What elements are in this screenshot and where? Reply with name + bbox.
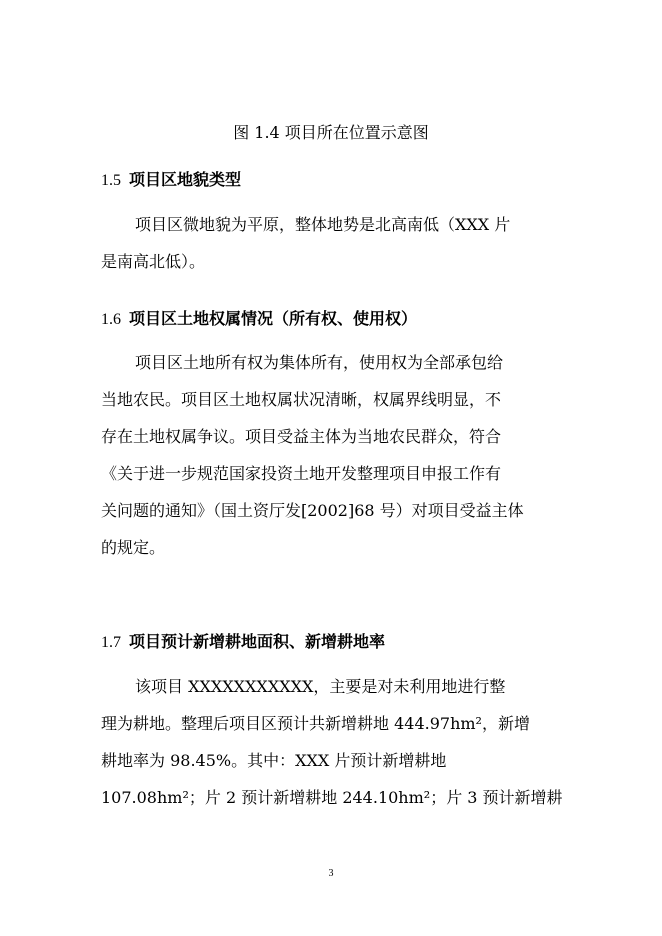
paragraph-line: 项目区土地所有权为集体所有，使用权为全部承包给 — [135, 353, 504, 372]
paragraph-line: 存在土地权属争议。项目受益主体为当地农民群众，符合 — [101, 427, 502, 446]
paragraph-line: 是南高北低）。 — [101, 252, 206, 271]
section-title: 项目区土地权属情况（所有权、使用权） — [129, 309, 418, 328]
paragraph-line: 107.08hm²；片 2 预计新增耕地 244.10hm²；片 3 预计新增耕 — [101, 788, 563, 807]
paragraph-line: 当地农民。项目区土地权属状况清晰，权属界线明显，不 — [101, 390, 502, 409]
paragraph-line: 理为耕地。整理后项目区预计共新增耕地 444.97hm²，新增 — [101, 714, 530, 733]
paragraph-line: 项目区微地貌为平原，整体地势是北高南低（XXX 片 — [135, 215, 511, 234]
section-title: 项目区地貌类型 — [129, 170, 242, 189]
section-heading-1-5 — [101, 168, 241, 193]
section-number: 1.6 — [101, 311, 121, 328]
section-paragraph-1-5 — [101, 206, 571, 280]
page-number: 3 — [328, 868, 334, 879]
paragraph-line: 的规定。 — [101, 538, 166, 557]
section-number: 1.7 — [101, 634, 121, 651]
paragraph-line: 该项目 XXXXXXXXXXX，主要是对未利用地进行整 — [135, 677, 506, 696]
paragraph-line: 关问题的通知》（国土资厅发[2002]68 号）对项目受益主体 — [101, 501, 524, 520]
section-heading-1-6 — [101, 307, 417, 332]
figure-caption: 图 1.4 项目所在位置示意图 — [233, 123, 429, 142]
section-paragraph-1-7 — [101, 668, 571, 816]
section-paragraph-1-6 — [101, 344, 571, 566]
paragraph-line: 《关于进一步规范国家投资土地开发整理项目申报工作有 — [101, 464, 502, 483]
section-heading-1-7 — [101, 630, 385, 655]
section-number: 1.5 — [101, 172, 121, 189]
section-title: 项目预计新增耕地面积、新增耕地率 — [129, 632, 386, 651]
paragraph-line: 耕地率为 98.45%。其中：XXX 片预计新增耕地 — [101, 751, 447, 770]
